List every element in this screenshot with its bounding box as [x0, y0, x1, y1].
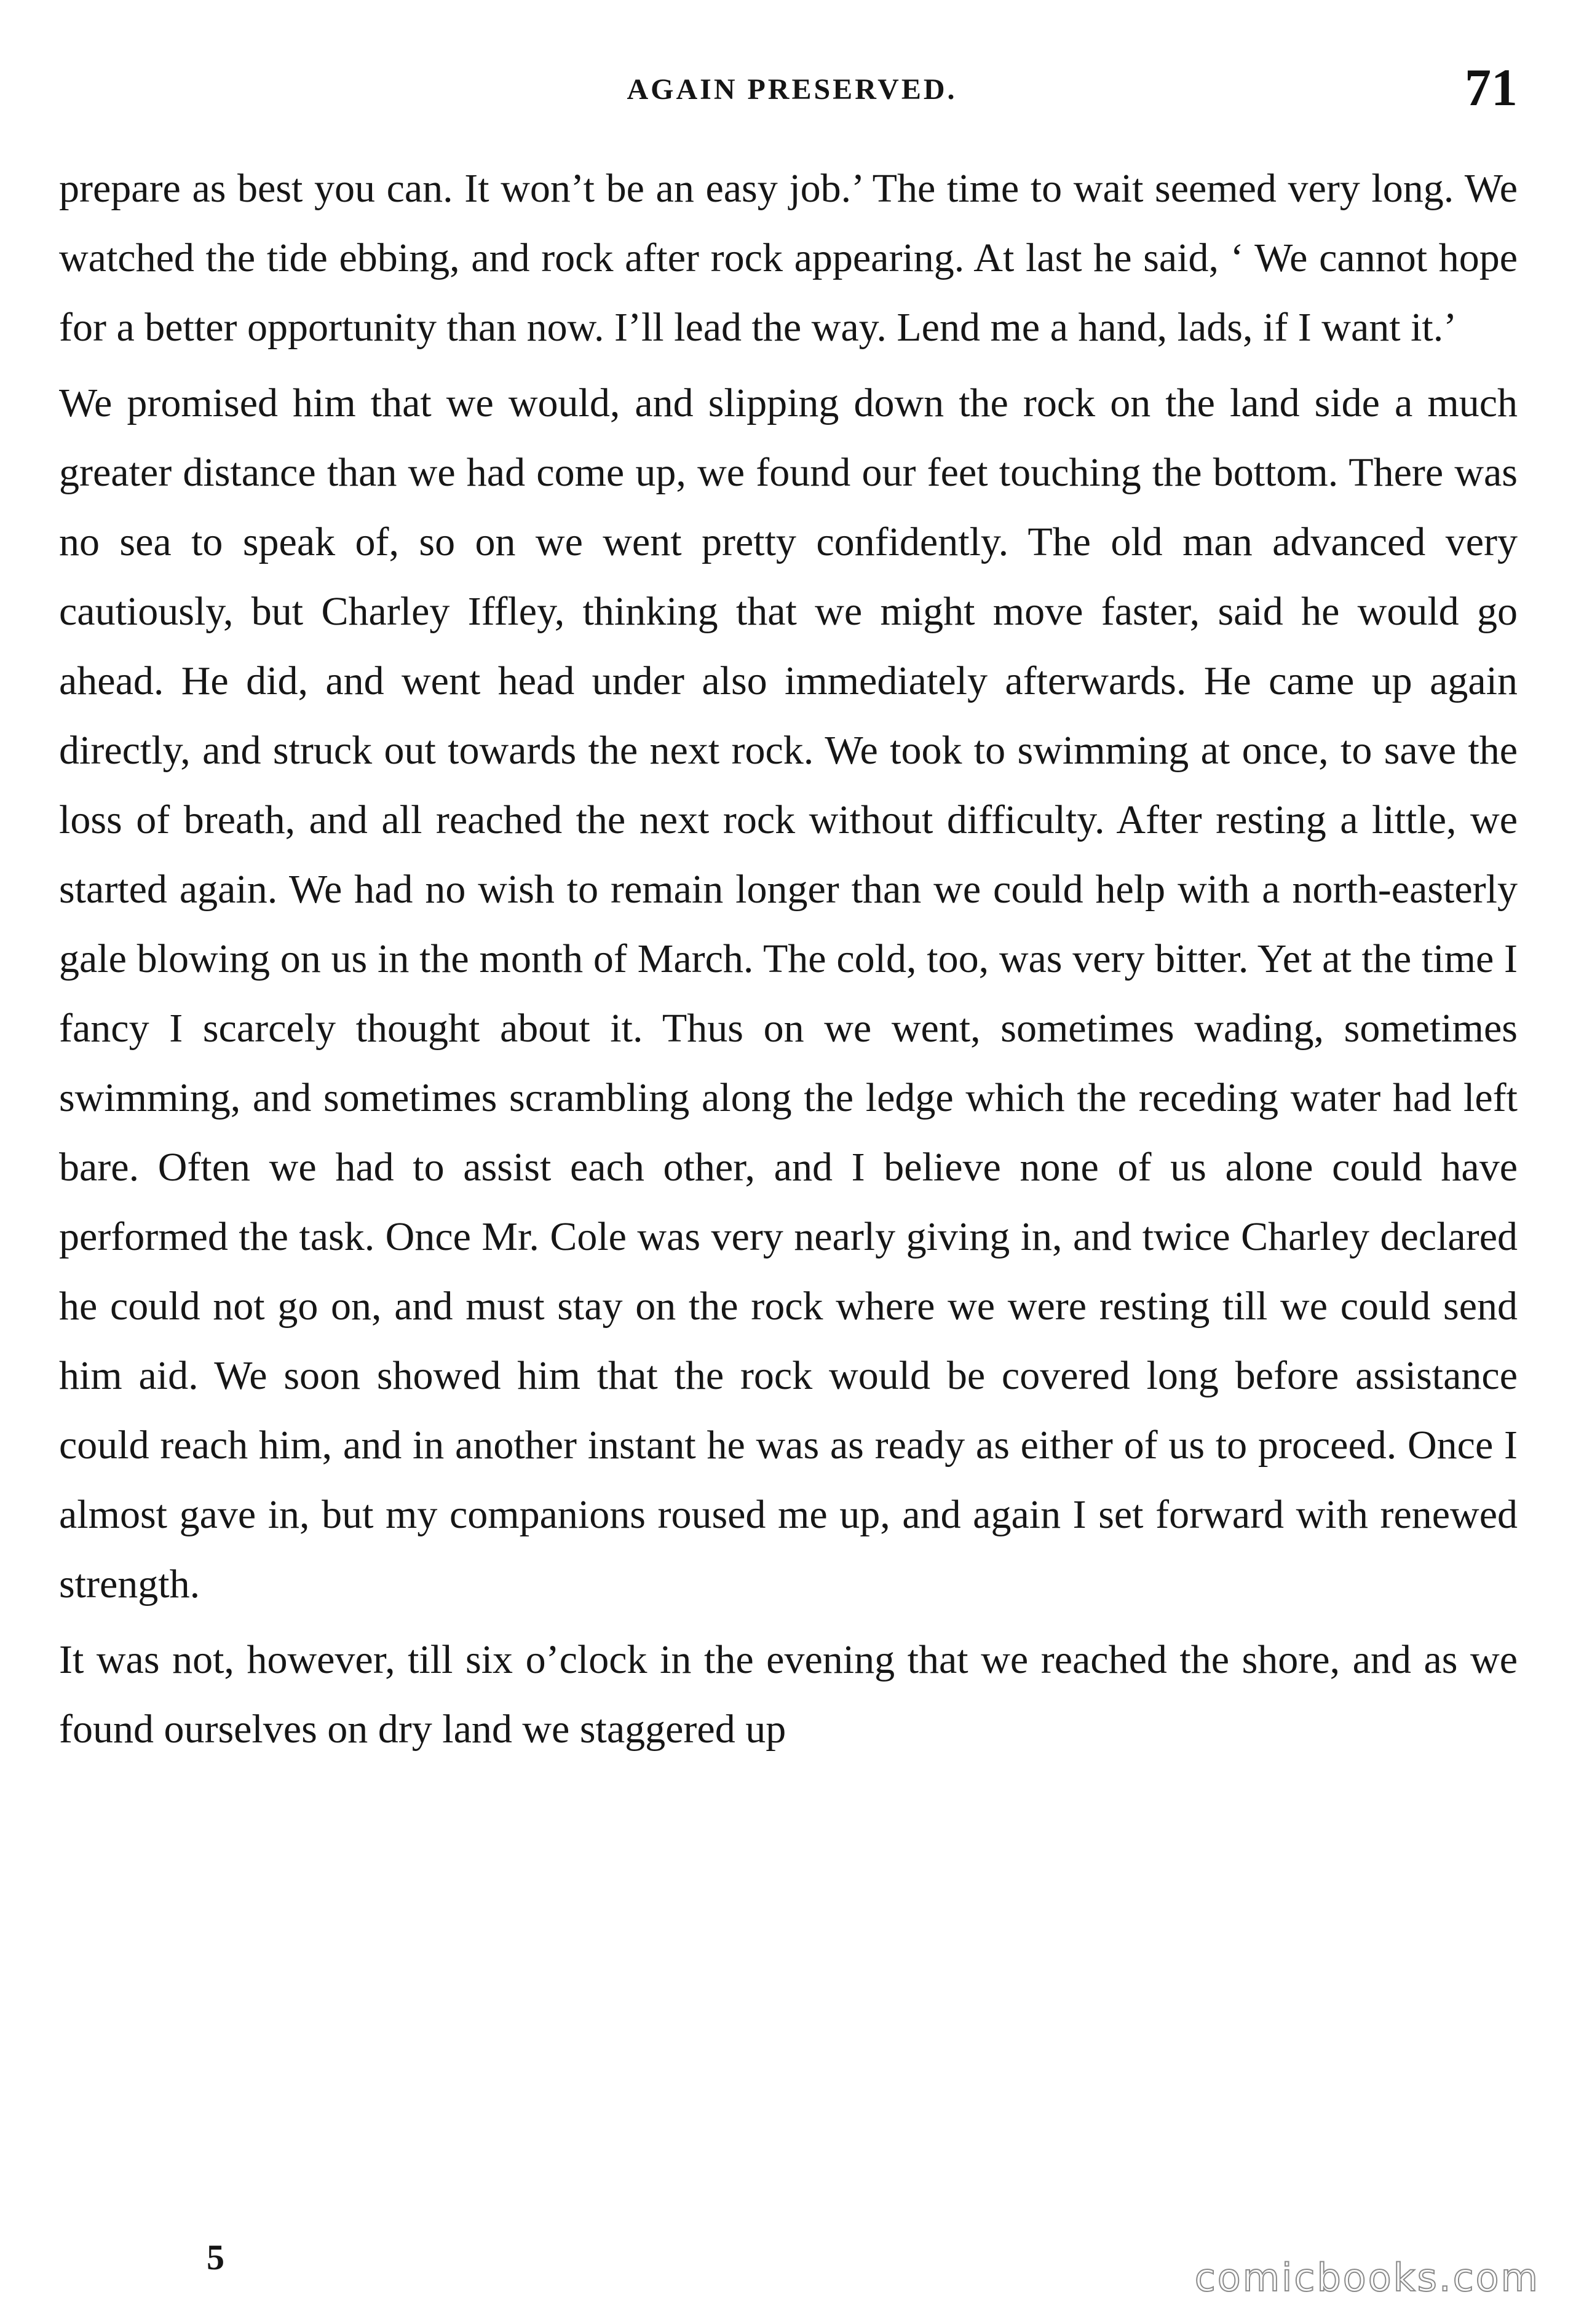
running-title: AGAIN PRESERVED. — [627, 73, 957, 106]
page-number: 71 — [1465, 58, 1518, 117]
signature-mark: 5 — [207, 2237, 224, 2277]
paragraph-2: We promised him that we would, and slipping down the rock on the land side a much greater distance than we had come up, we found our feet touching the bottom. There was no sea to speak of, so on we went pretty confidently. The old man advanced very cautiously, but Charley Iffley, thinking that we might move faster, said he would go ahead. He did, and went head under also immediately afterwards. He came up again directly, and struck out towards the next rock. We took to swimming at once, to save the loss of breath, and all reached the next rock without difficulty. After resting a little, we started again. We had no wish to remain longer than we could help with a north-easterly gale blowing on us in the month of March. The cold, too, was very bitter. Yet at the time I fancy I scarcely thought about it. Thus on we went, sometimes wading, sometimes swimming, and sometimes scrambling along the ledge which the receding water had left bare. Often we had to assist each other, and I believe none of us alone could have performed the task. Once Mr. Cole was very nearly giving in, and twice Charley declared he could not go on, and must stay on the rock where we were resting till we could send him aid. We soon showed him that the rock would be covered long before assistance could reach him, and in another instant he was as ready as either of us to proceed. Once I almost gave in, but my companions roused me up, and again I set forward with renewed strength. — [59, 381, 1518, 1607]
paragraph-1: prepare as best you can. It won’t be an easy job.’ The time to wait seemed very long. We watched the tide ebbing, and rock after rock appearing. At last he said, ‘ We cannot hope for a better opportunity than now. I’ll lead the way. Lend me a hand, lads, if I want it.’ — [59, 166, 1518, 350]
paragraph-3: It was not, however, till six o’clock in the evening that we reached the shore, and as we found ourselves on dry land we staggered up — [59, 1637, 1518, 1752]
watermark: comicbooks.com — [1194, 2255, 1540, 2300]
body-text — [59, 154, 1518, 1764]
